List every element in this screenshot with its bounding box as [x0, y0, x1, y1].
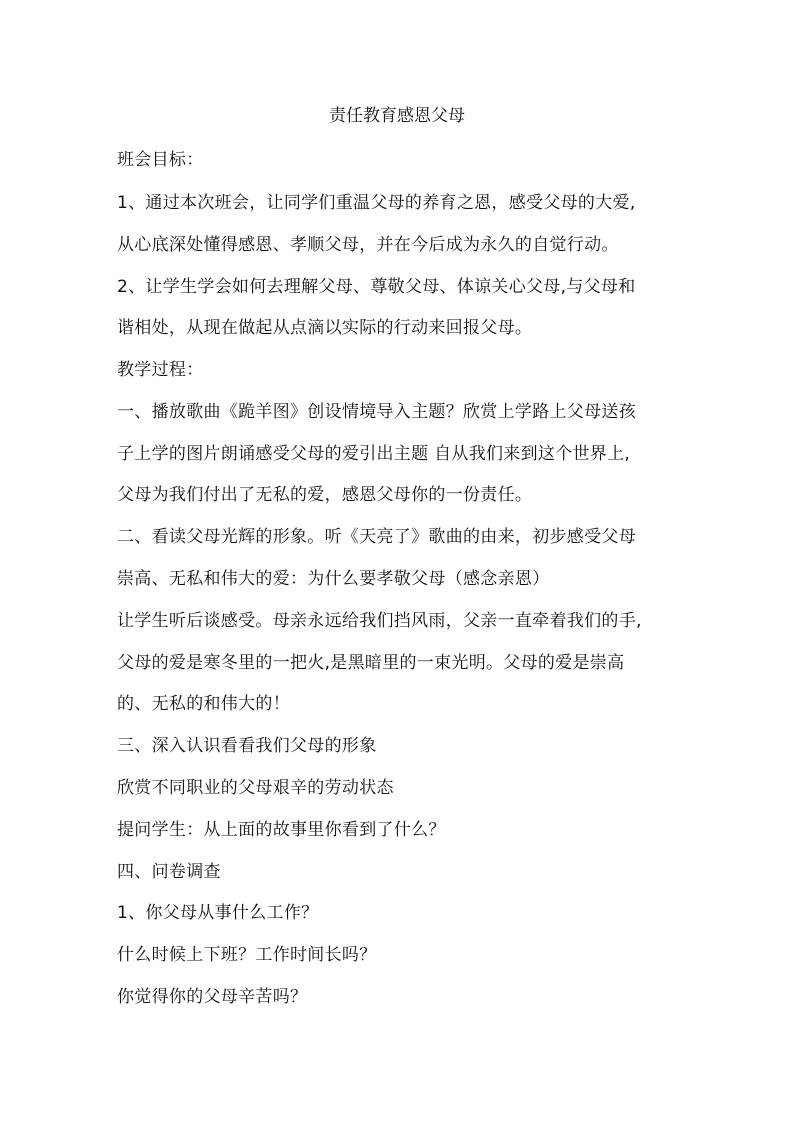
text-line: 崇高、无私和伟大的爱：为什么要孝敬父母（感念亲恩） — [117, 569, 550, 589]
text-line: 子上学的图片朗诵感受父母的爱引出主题 自从我们来到这个世界上, — [117, 444, 631, 464]
text-line: 1、通过本次班会，让同学们重温父母的养育之恩，感受父母的大爱, — [117, 193, 636, 213]
text-line: 什么时候上下班？工作时间长吗？ — [117, 945, 377, 965]
text-line: 你觉得你的父母辛苦吗？ — [117, 987, 308, 1007]
text-line: 四、问卷调查 — [117, 862, 221, 882]
text-line: 1、你父母从事什么工作？ — [117, 903, 319, 923]
text-line: 从心底深处懂得感恩、孝顺父母，并在今后成为永久的自觉行动。 — [117, 235, 619, 255]
text-line: 父母为我们付出了无私的爱，感恩父母你的一份责任。 — [117, 485, 533, 505]
text-line: 谐相处，从现在做起从点滴以实际的行动来回报父母。 — [117, 318, 533, 338]
text-line: 二、看读父母光辉的形象。听《天亮了》歌曲的由来，初步感受父母 — [117, 527, 636, 547]
text-line: 让学生听后谈感受。母亲永远给我们挡风雨，父亲一直牵着我们的手, — [117, 611, 642, 631]
document-title: 责任教育感恩父母 — [329, 106, 465, 126]
text-line: 三、深入认识看看我们父母的形象 — [117, 736, 377, 756]
text-line: 提问学生：从上面的故事里你看到了什么？ — [117, 820, 446, 840]
text-line: 父母的爱是寒冬里的一把火,是黑暗里的一束光明。父母的爱是崇高 — [117, 653, 625, 673]
text-line: 教学过程： — [117, 360, 204, 380]
text-line: 的、无私的和伟大的！ — [117, 694, 290, 714]
text-line: 一、播放歌曲《跪羊图》创设情境导入主题？欣赏上学路上父母送孩 — [117, 402, 636, 422]
text-line: 班会目标： — [117, 150, 204, 170]
text-line: 2、让学生学会如何去理解父母、尊敬父母、体谅关心父母,与父母和 — [117, 277, 636, 297]
text-line: 欣赏不同职业的父母艰辛的劳动状态 — [117, 778, 394, 798]
